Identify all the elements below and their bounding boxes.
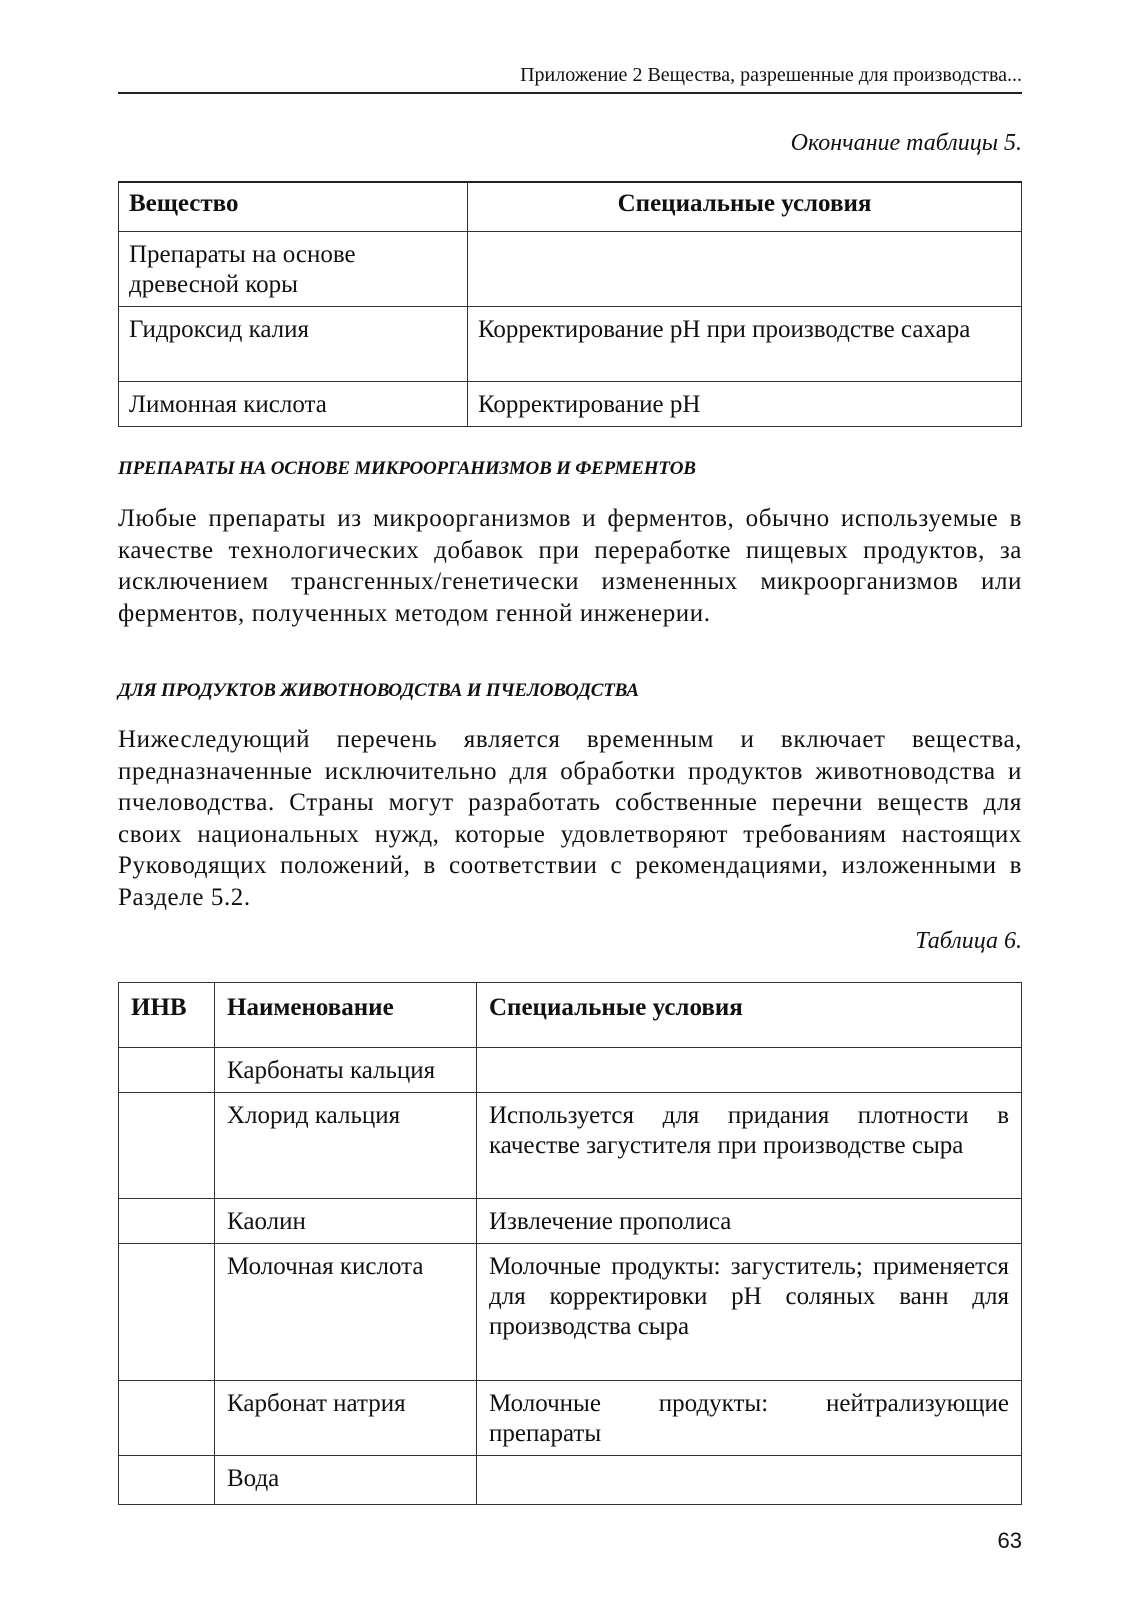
section-paragraph-livestock: Нижеследующий перечень является временным и включает вещества, предназначенные исключительно для обработки продуктов животноводства и пчеловодства. Страны могут разработать собственные перечни веществ для своих национальных нужд, которые удовлетворяют требованиям настоящих Руководящих положений, в соответствии с рекомендациями, изложенными в Разделе 5.2.	[118, 726, 1022, 911]
section-heading-livestock: ДЛЯ ПРОДУКТОВ ЖИВОТНОВОДСТВА И ПЧЕЛОВОДСТВА	[118, 680, 639, 701]
column-header-name: Наименование	[215, 983, 477, 1048]
inv-cell	[119, 1093, 215, 1199]
name-cell: Молочная кислота	[215, 1244, 477, 1381]
name-cell: Карбонаты кальция	[215, 1048, 477, 1093]
name-cell: Карбонат натрия	[215, 1381, 477, 1456]
table-row	[119, 1199, 1022, 1244]
table-row	[119, 1048, 1022, 1093]
conditions-cell: Корректирование pH при производстве сахара	[468, 307, 1022, 382]
table-row	[119, 1244, 1022, 1381]
table-header-row	[119, 182, 1022, 232]
running-header: Приложение 2 Вещества, разрешенные для производства...	[118, 62, 1022, 94]
conditions-cell: Используется для придания плотности в качестве загустителя при производстве сыра	[477, 1093, 1022, 1199]
table-caption: Окончание таблицы 5.	[790, 130, 1022, 156]
page-number: 63	[997, 1528, 1022, 1553]
column-header-conditions: Специальные условия	[468, 182, 1022, 232]
substance-cell: Препараты на основе древесной коры	[119, 232, 468, 307]
column-header-conditions: Специальные условия	[477, 983, 1022, 1048]
conditions-cell: Молочные продукты: загуститель; применяется для корректировки pH соляных ванн для производства сыра	[477, 1244, 1022, 1381]
conditions-cell	[468, 232, 1022, 307]
inv-cell	[119, 1244, 215, 1381]
inv-cell	[119, 1456, 215, 1505]
table-row	[119, 1456, 1022, 1505]
conditions-cell	[477, 1048, 1022, 1093]
column-header-inv: ИНВ	[119, 983, 215, 1048]
name-cell: Хлорид кальция	[215, 1093, 477, 1199]
inv-cell	[119, 1199, 215, 1244]
conditions-cell: Корректирование pH	[468, 382, 1022, 427]
conditions-cell: Извлечение прополиса	[477, 1199, 1022, 1244]
substances-table	[118, 181, 1022, 427]
substance-cell: Гидроксид калия	[119, 307, 468, 382]
substance-cell: Лимонная кислота	[119, 382, 468, 427]
name-cell: Вода	[215, 1456, 477, 1505]
table-row	[119, 382, 1022, 427]
section-heading-microorganisms: ПРЕПАРАТЫ НА ОСНОВЕ МИКРООРГАНИЗМОВ И ФЕРМЕНТОВ	[118, 458, 696, 479]
table-header-row	[119, 983, 1022, 1048]
section-paragraph-microorganisms: Любые препараты из микроорганизмов и ферментов, обычно используемые в качестве технологических добавок при переработке пищевых продуктов, за исключением трансгенных/генетически измененных микроорганизмов или ферментов, полученных методом генной инженерии.	[118, 505, 1022, 627]
livestock-substances-table	[118, 982, 1022, 1505]
conditions-cell: Молочные продукты: нейтрализующие препараты	[477, 1381, 1022, 1456]
table-row	[119, 1381, 1022, 1456]
table-row	[119, 307, 1022, 382]
column-header-substance: Вещество	[119, 182, 468, 232]
inv-cell	[119, 1381, 215, 1456]
conditions-cell	[477, 1456, 1022, 1505]
table-row	[119, 232, 1022, 307]
inv-cell	[119, 1048, 215, 1093]
name-cell: Каолин	[215, 1199, 477, 1244]
table-caption: Таблица 6.	[915, 928, 1022, 954]
table-row	[119, 1093, 1022, 1199]
